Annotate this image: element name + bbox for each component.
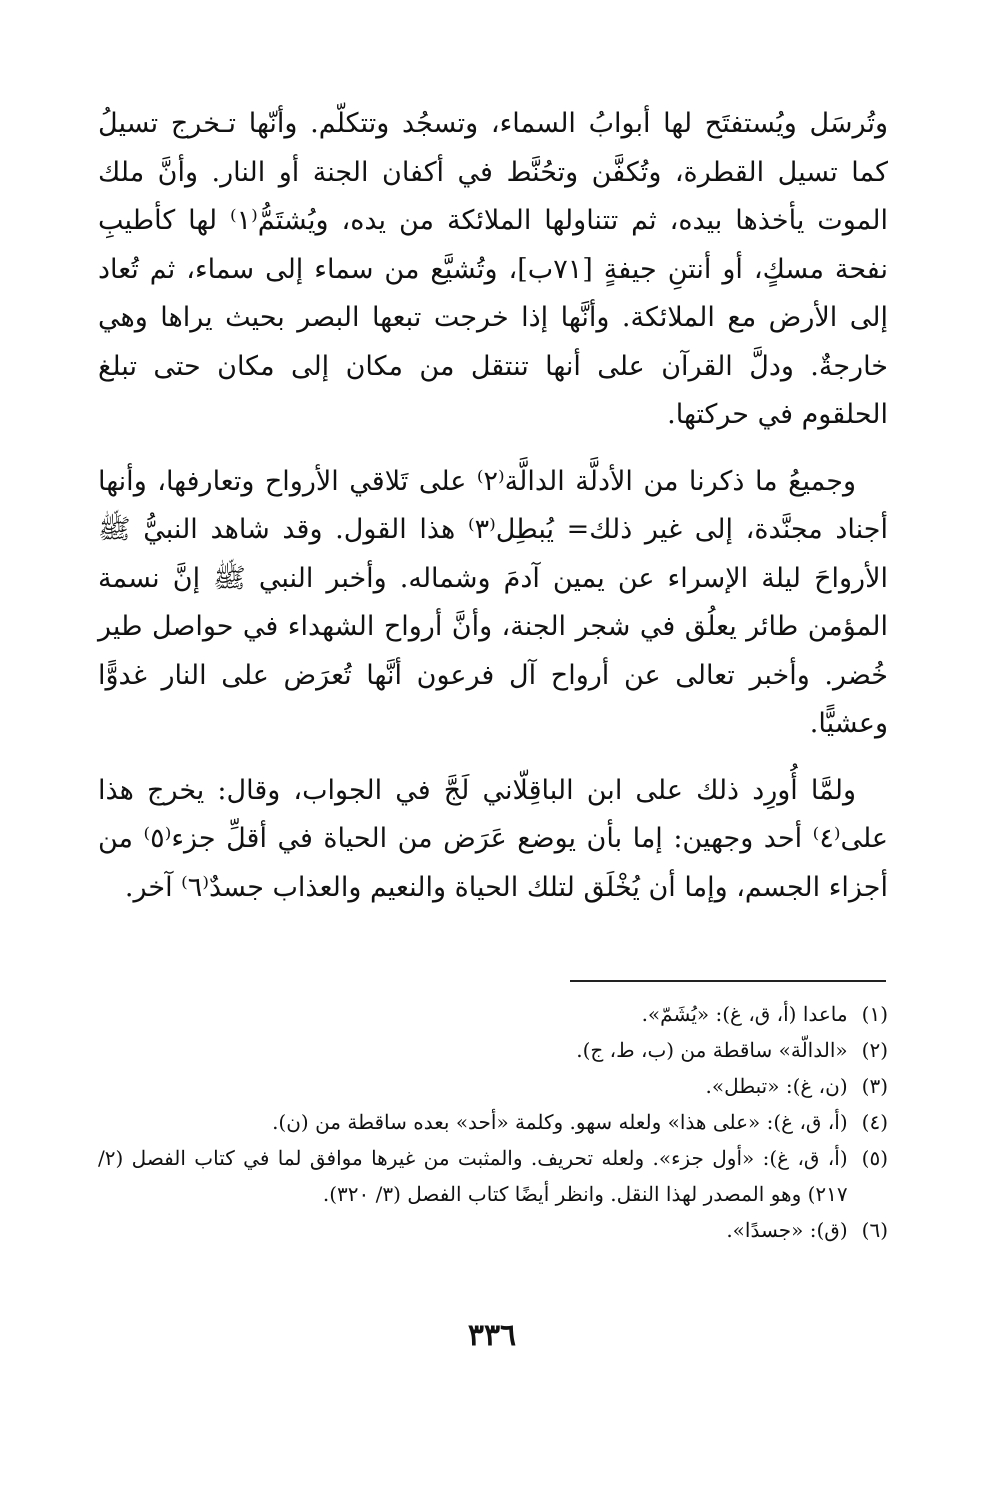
- footnote-number: (١): [861, 1002, 888, 1026]
- footnote-divider: [570, 980, 886, 982]
- footnote-6: [98, 1212, 888, 1248]
- footnote-text: (أ، ق، غ): «على هذا» ولعله سهو. وكلمة «أحد» بعده ساقطة من (ن).: [272, 1110, 848, 1134]
- paragraph-1: وتُرسَل ويُستفتَح لها أبوابُ السماء، وتسجُد وتتكلّم. وأنّها تـخرج تسيلُ كما تسيل القطرة، وتُكفَّن وتحُنَّط في أكفان الجنة أو النار. وأنَّ ملك الموت يأخذها بيده، ثم تتناولها الملائكة من يده، ويُشتَمُّ⁽١⁾ لها كأطيبِ نفحة مسكٍ، أو أنتنِ جيفةٍ [٧١ب]، وتُشيَّع من سماء إلى سماء، ثم تُعاد إلى الأرض مع الملائكة. وأنَّها إذا خرجت تبعها البصر بحيث يراها وهي خارجةٌ. ودلَّ القرآن على أنها تنتقل من مكان إلى مكان حتى تبلغ الحلقوم في حركتها.: [98, 108, 888, 430]
- footnote-text: (ن، غ): «تبطل».: [705, 1074, 848, 1098]
- footnote-4: [98, 1104, 888, 1140]
- footnotes: [98, 996, 888, 1248]
- footnote-number: (٦): [861, 1218, 888, 1242]
- footnote-text: ماعدا (أ، ق، غ): «يُشَمّ».: [641, 1002, 848, 1026]
- footnote-number: (٢): [861, 1038, 888, 1062]
- footnote-1: [98, 996, 888, 1032]
- footnote-3: [98, 1068, 888, 1104]
- footnote-5: [98, 1140, 888, 1212]
- paragraph-3: ولمَّا أُورِد ذلك على ابن الباقِلّاني لَجَّ في الجواب، وقال: يخرج هذا على⁽٤⁾ أحد وجهين: إما بأن يوضع عَرَض من الحياة في أقلِّ جزء⁽٥⁾ من أجزاء الجسم، وإما أن يُخْلَق لتلك الحياة والنعيم والعذاب جسدٌ⁽٦⁾ آخر.: [98, 774, 889, 903]
- main-text: [98, 100, 888, 930]
- page-number: ٣٣٦: [467, 1318, 517, 1353]
- footnote-number: (٤): [861, 1110, 888, 1134]
- footnote-text: (ق): «جسدًا».: [726, 1218, 848, 1242]
- paragraph-2: وجميعُ ما ذكرنا من الأدلَّة الدالَّة⁽٢⁾ على تَلاقي الأرواح وتعارفها، وأنها أجناد مجنَّدة، إلى غير ذلك= يُبطِل⁽٣⁾ هذا القول. وقد شاهد النبيُّ ﷺ الأرواحَ ليلة الإسراء عن يمين آدمَ وشماله. وأخبر النبي ﷺ إنَّ نسمة المؤمن طائر يعلُق في شجر الجنة، وأنَّ أرواح الشهداء في حواصل طير خُضر. وأخبر تعالى عن أرواح آل فرعون أنَّها تُعرَض على النار غدوًّا وعشيًّا.: [98, 465, 888, 739]
- footnote-text: «الدالّة» ساقطة من (ب، ط، ج).: [576, 1038, 848, 1062]
- footnote-text: (أ، ق، غ): «أول جزء». ولعله تحريف. والمثبت من غيرها موافق لما في كتاب الفصل (٢/ ٢١٧) وهو المصدر لهذا النقل. وانظر أيضًا كتاب الفصل (٣/ ٣٢٠).: [98, 1146, 848, 1206]
- footnote-number: (٣): [861, 1074, 888, 1098]
- footnote-number: (٥): [861, 1146, 888, 1170]
- footnote-2: [98, 1032, 888, 1068]
